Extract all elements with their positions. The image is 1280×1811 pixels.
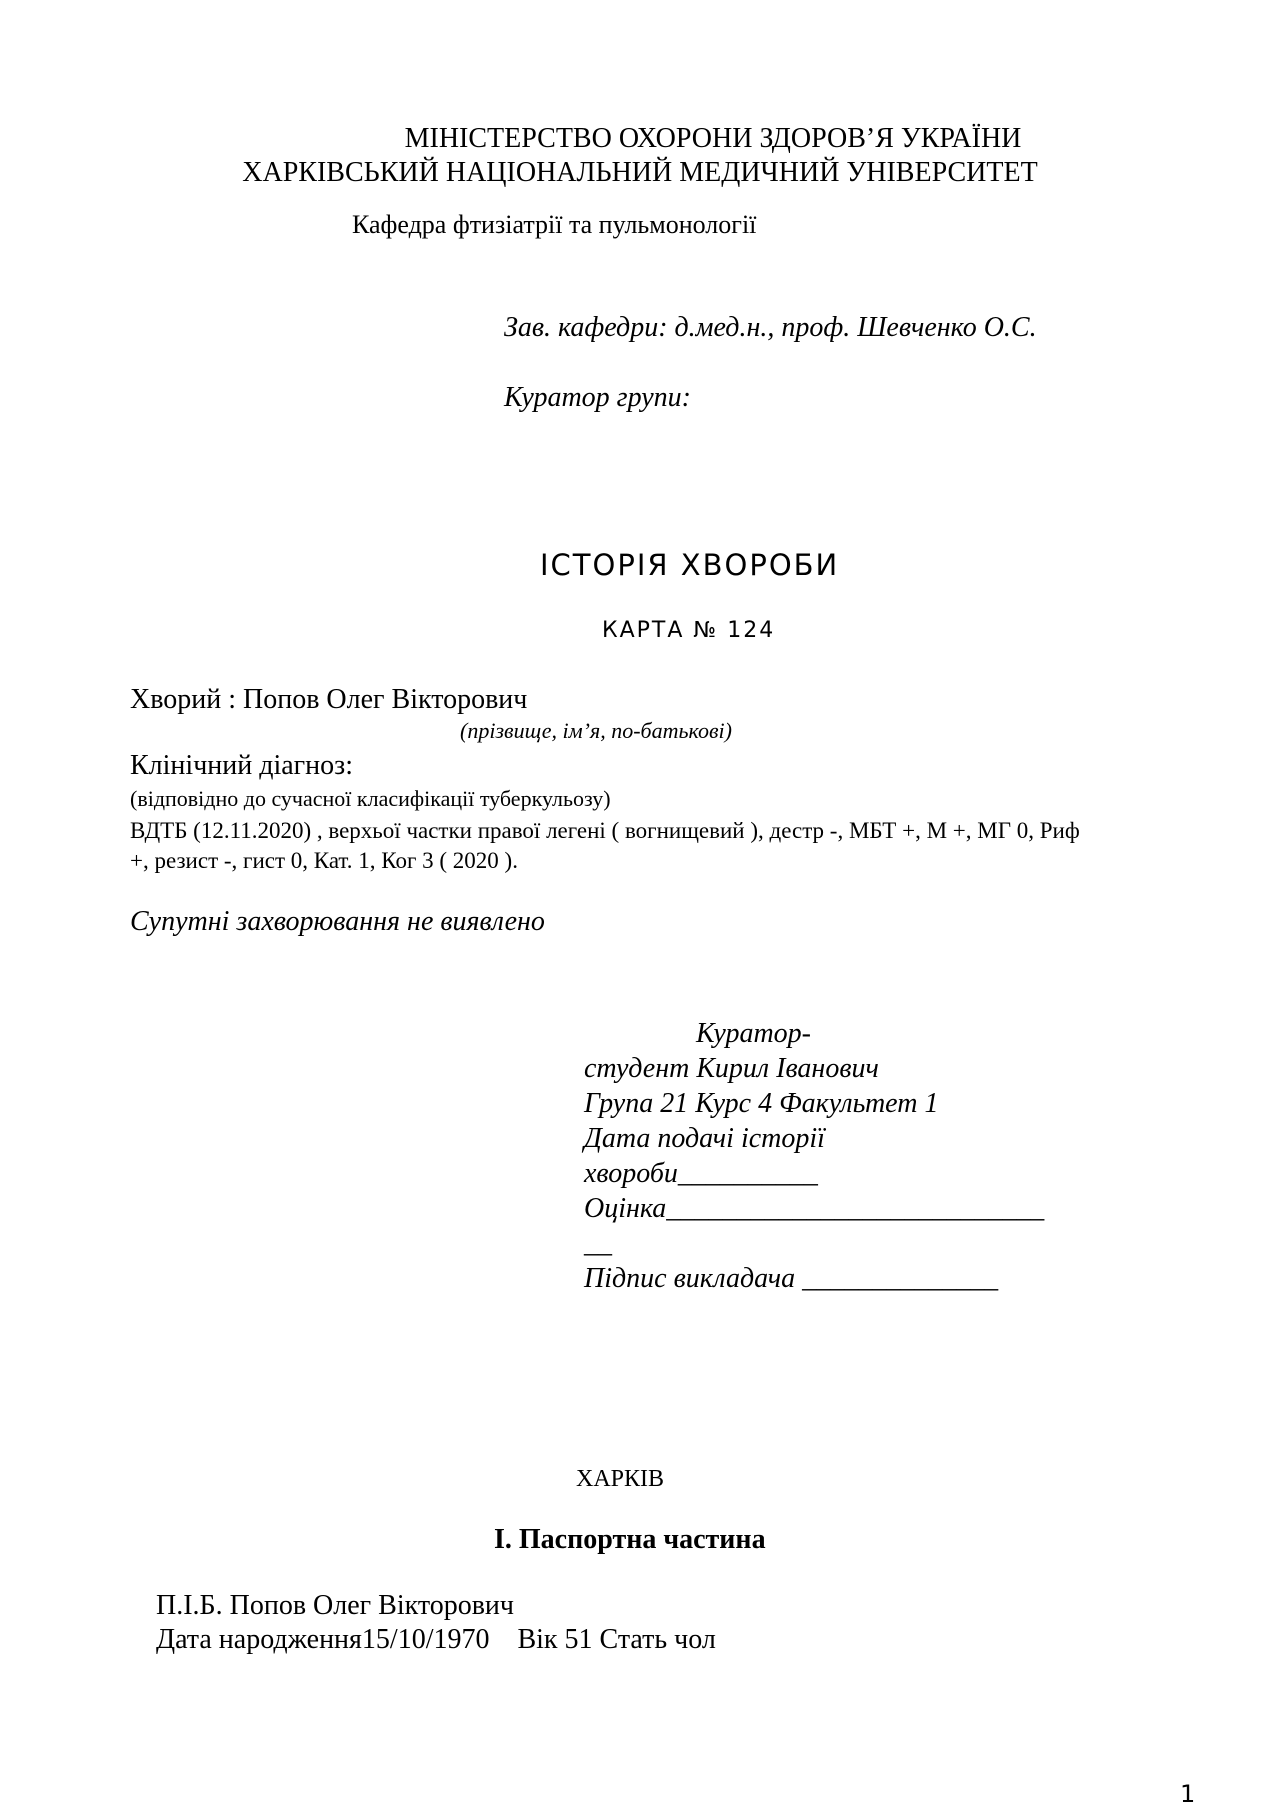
curator-line-8: Підпис викладача ______________ [584,1263,999,1294]
department-head: Зав. кафедри: д.мед.н., проф. Шевченко О.С. [504,312,1037,343]
curator-line-7: __ [584,1228,612,1259]
curator-line-5: хвороби__________ [584,1158,818,1189]
city: ХАРКІВ [576,1466,665,1492]
card-number: КАРТА № 124 [602,618,776,643]
diagnosis-hint: (відповідно до сучасної класифікації туберкульозу) [130,786,611,811]
ministry-title: МІНІСТЕРСТВО ОХОРОНИ ЗДОРОВ’Я УКРАЇНИ [404,123,1022,154]
curator-line-4: Дата подачі історії [584,1123,825,1154]
diagnosis-text: ВДТБ (12.11.2020) , верхьої частки правої легені ( вогнищевий ), дестр -, МБТ +, М +, МГ 0, Риф +, резист -, гист 0, Кат. 1, Ког 3 ( 2020 ). [130,818,1080,873]
department-title: Кафедра фтизіатрії та пульмонології [352,210,757,239]
university-title: ХАРКІВСЬКИЙ НАЦІОНАЛЬНИЙ МЕДИЧНИЙ УНІВЕРСИТЕТ [242,157,1038,188]
curator-block [584,1016,1104,1296]
passport-fio: П.І.Б. Попов Олег Вікторович [156,1590,514,1621]
group-curator: Куратор групи: [504,382,691,413]
history-title: ІСТОРІЯ ХВОРОБИ [540,548,840,582]
diagnosis-label: Клінічний діагноз: [130,750,353,781]
curator-line-1: Куратор- [696,1018,811,1049]
page-number: 1 [1180,1780,1196,1808]
curator-line-2: студент Кирил Іванович [584,1053,879,1084]
passport-section-title: І. Паспортна частина [494,1524,766,1555]
patient-name-hint: (прізвище, ім’я, по-батькові) [460,718,732,743]
comorbidities: Супутні захворювання не виявлено [130,906,545,937]
passport-dob: Дата народження15/10/1970 Вік 51 Стать чол [156,1624,716,1655]
curator-line-3: Група 21 Курс 4 Факультет 1 [584,1088,939,1119]
patient-name: Хворий : Попов Олег Вікторович [130,684,528,715]
curator-line-6: Оцінка___________________________ [584,1193,1045,1224]
